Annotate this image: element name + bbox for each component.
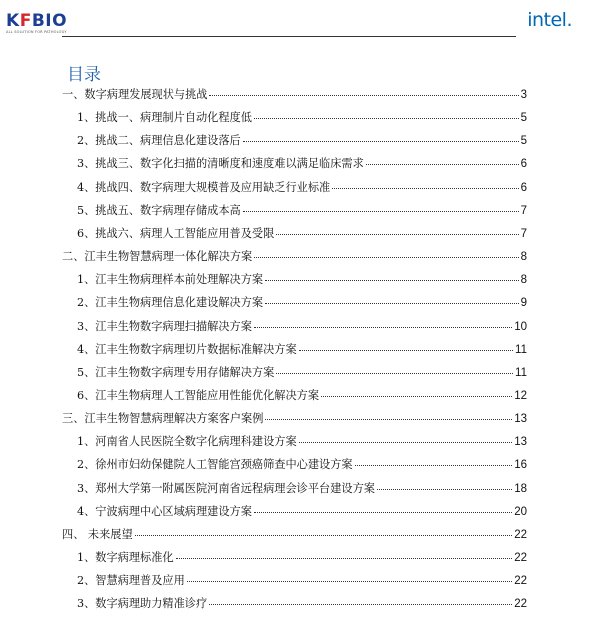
toc-entry-title: 一、数字病理发展现状与挑战 <box>62 88 208 101</box>
toc-entry[interactable] <box>62 248 527 268</box>
toc-entry[interactable] <box>77 364 527 384</box>
toc-leader-dots <box>299 350 513 351</box>
toc-entry-title: 1、数字病理标准化 <box>77 551 174 564</box>
page-header <box>0 0 600 44</box>
toc-leader-dots <box>355 465 513 466</box>
toc-leader-dots <box>321 396 512 397</box>
toc-entry[interactable] <box>77 318 527 338</box>
toc-entry-title: 3、郑州大学第一附属医院河南省远程病理会诊平台建设方案 <box>77 481 375 495</box>
toc-entry-title: 4、挑战四、数字病理大规模普及应用缺乏行业标准 <box>77 180 331 194</box>
toc-entry[interactable] <box>62 526 527 546</box>
toc-entry[interactable] <box>77 549 527 569</box>
toc-entry-title: 二、江丰生物智慧病理一体化解决方案 <box>62 250 253 264</box>
toc-entry[interactable] <box>77 341 527 361</box>
toc-entry[interactable] <box>77 202 527 222</box>
toc-entry-page-number: 9 <box>520 297 527 310</box>
toc-entry-page-number: 10 <box>514 320 527 333</box>
toc-entry[interactable] <box>77 595 527 615</box>
toc-entry-page-number: 6 <box>520 158 527 171</box>
toc-entry-page-number: 7 <box>520 227 527 240</box>
toc-entry-page-number: 18 <box>514 482 527 495</box>
toc-entry[interactable] <box>77 271 527 291</box>
toc-entry-title: 3、挑战三、数字化扫描的清晰度和速度难以满足临床需求 <box>77 157 364 171</box>
toc-entry-page-number: 22 <box>514 598 527 611</box>
toc-leader-dots <box>254 257 518 258</box>
toc-leader-dots <box>276 234 518 235</box>
toc-entry-page-number: 13 <box>514 436 527 449</box>
toc-leader-dots <box>209 95 518 96</box>
toc-leader-dots <box>332 188 518 189</box>
intel-logo: intel. <box>527 9 572 31</box>
toc-entry[interactable] <box>77 132 527 152</box>
toc-entry-title: 四、 未来展望 <box>62 527 133 541</box>
toc-leader-dots <box>265 419 512 420</box>
toc-entry-title: 6、江丰生物病理人工智能应用性能优化解决方案 <box>77 388 320 402</box>
toc-entry-title: 2、智慧病理普及应用 <box>77 574 185 588</box>
toc-leader-dots <box>176 558 513 559</box>
toc-leader-dots <box>366 164 519 165</box>
toc-entry-page-number: 22 <box>514 552 527 564</box>
toc-entry[interactable] <box>77 387 527 407</box>
toc-leader-dots <box>243 211 519 212</box>
toc-entry[interactable] <box>77 225 527 245</box>
toc-leader-dots <box>276 373 513 374</box>
toc-entry-title: 6、挑战六、病理人工智能应用普及受限 <box>77 226 275 240</box>
toc-entry-title: 4、宁波病理中心区域病理建设方案 <box>77 504 252 518</box>
toc-leader-dots <box>243 141 519 142</box>
toc-leader-dots <box>377 489 512 490</box>
toc-entry[interactable] <box>77 155 527 175</box>
toc-leader-dots <box>254 327 512 328</box>
toc-entry-page-number: 7 <box>520 204 527 217</box>
toc-entry-page-number: 20 <box>514 505 527 518</box>
toc-entry-page-number: 8 <box>520 274 527 287</box>
toc-entry[interactable] <box>62 86 527 106</box>
toc-entry-title: 1、挑战一、病理制片自动化程度低 <box>77 111 252 125</box>
toc-entry-page-number: 13 <box>514 413 527 426</box>
toc-leader-dots <box>299 442 513 443</box>
toc-entry-page-number: 5 <box>520 112 527 125</box>
toc-entry-title: 4、江丰生物数字病理切片数据标准解决方案 <box>77 342 297 356</box>
toc-entry-title: 2、江丰生物病理信息化建设解决方案 <box>77 296 264 310</box>
toc-entry-page-number: 22 <box>514 575 527 588</box>
toc-leader-dots <box>135 535 513 536</box>
toc-entry-page-number: 8 <box>520 251 527 264</box>
kfbio-logo-tagline: ALL SOLUTION FOR PATHOLOGY <box>6 30 67 34</box>
toc-entry-title: 1、江丰生物病理样本前处理解决方案 <box>77 273 264 287</box>
toc-entry-title: 5、江丰生物数字病理专用存储解决方案 <box>77 365 275 379</box>
toc-leader-dots <box>187 581 512 582</box>
toc-leader-dots <box>265 280 518 281</box>
toc-entry-title: 三、江丰生物智慧病理解决方案客户案例 <box>62 412 264 426</box>
toc-entry-page-number: 5 <box>520 135 527 148</box>
toc-entry-page-number: 3 <box>520 89 527 101</box>
toc-entry-title: 5、挑战五、数字病理存储成本高 <box>77 203 241 217</box>
kfbio-logo-text: KFBIO <box>6 11 68 31</box>
toc-entry[interactable] <box>77 456 527 476</box>
kfbio-logo <box>6 12 67 34</box>
toc-entry-title: 2、挑战二、病理信息化建设落后 <box>77 134 241 148</box>
toc-entry[interactable] <box>77 433 527 453</box>
toc-entry[interactable] <box>62 410 527 430</box>
toc-entry[interactable] <box>77 179 527 199</box>
toc-entry-page-number: 11 <box>515 366 527 379</box>
toc-entry[interactable] <box>77 572 527 592</box>
toc-leader-dots <box>209 604 512 605</box>
toc-leader-dots <box>254 512 512 513</box>
toc-entry-page-number: 12 <box>514 389 527 402</box>
toc-entry[interactable] <box>77 294 527 314</box>
toc-entry[interactable] <box>77 109 527 129</box>
toc-entry-title: 3、江丰生物数字病理扫描解决方案 <box>77 319 252 333</box>
toc-entry[interactable] <box>77 503 527 523</box>
header-divider <box>62 36 516 37</box>
toc-leader-dots <box>265 303 518 304</box>
toc-entry-page-number: 22 <box>514 528 527 541</box>
toc-entry-title: 2、徐州市妇幼保健院人工智能宫颈癌筛查中心建设方案 <box>77 458 353 472</box>
toc-entry-title: 1、河南省人民医院全数字化病理科建设方案 <box>77 435 297 449</box>
toc-entry[interactable] <box>77 480 527 500</box>
toc-entry-page-number: 16 <box>514 459 527 472</box>
toc-entry-page-number: 11 <box>515 343 527 356</box>
toc-entry-title: 3、数字病理助力精准诊疗 <box>77 597 208 611</box>
toc-title: 目录 <box>67 65 101 85</box>
toc-entry-page-number: 6 <box>520 181 527 194</box>
toc-leader-dots <box>254 118 519 119</box>
